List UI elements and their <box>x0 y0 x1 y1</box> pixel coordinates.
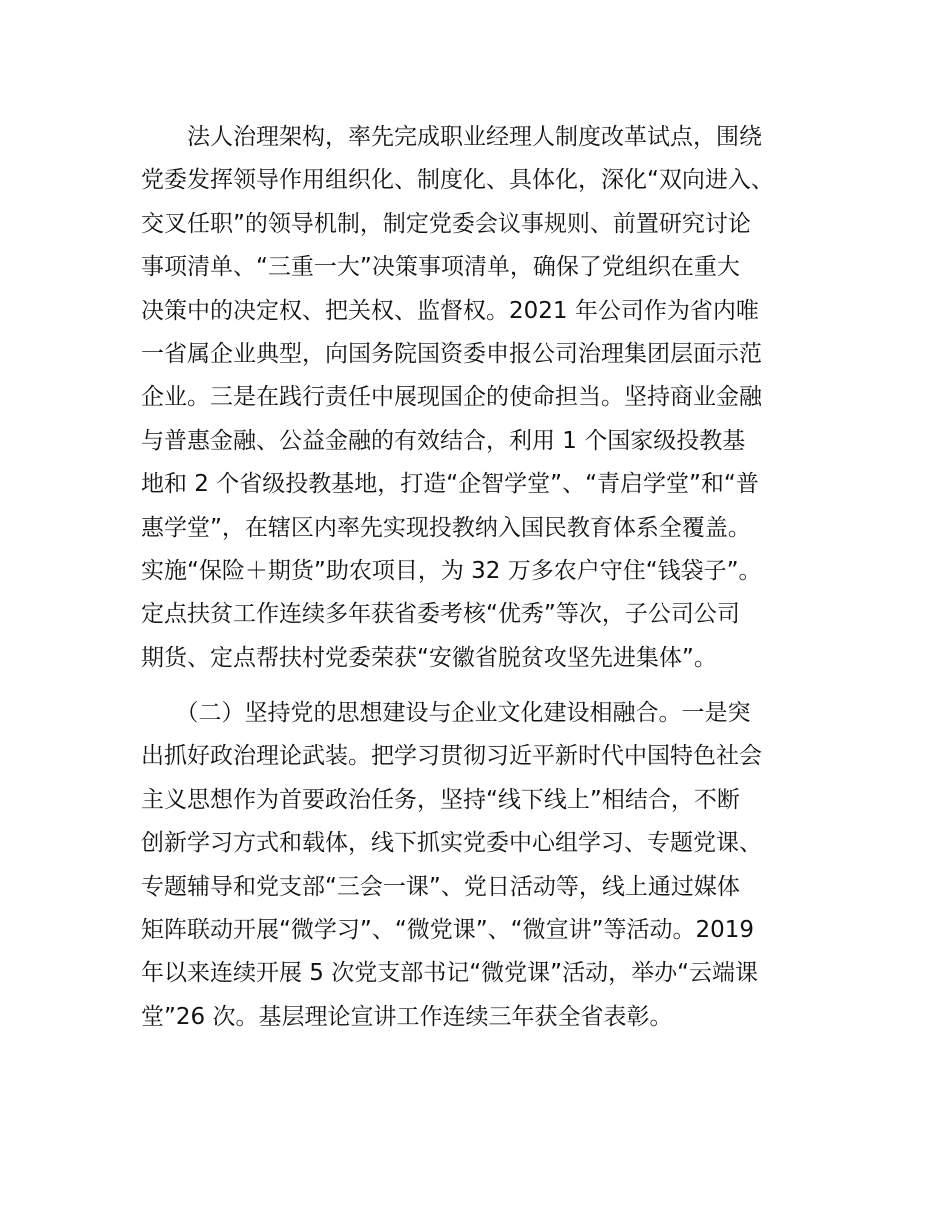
paragraph-line: 定点扶贫工作连续多年获省委考核“优秀”等次，子公司公司 <box>141 601 740 628</box>
paragraph-line: 堂”26 次。基层理论宣讲工作连续三年获全省表彰。 <box>141 1003 673 1030</box>
paragraph-line: 一省属企业典型，向国务院国资委申报公司治理集团层面示范 <box>141 340 762 367</box>
paragraph-line: 主义思想作为首要政治任务，坚持“线下线上”相结合，不断 <box>141 786 740 813</box>
paragraph-line: 实施“保险＋期货”助农项目，为 32 万多农户守住“钱袋子”。 <box>141 557 762 584</box>
paragraph-line: 党委发挥领导作用组织化、制度化、具体化，深化“双向进入、 <box>141 167 774 194</box>
paragraph-line: 创新学习方式和载体，线下抓实党委中心组学习、专题党课、 <box>141 830 762 857</box>
paragraph-line: 年以来连续开展 5 次党支部书记“微党课”活动，举办“云端课 <box>141 960 759 987</box>
paragraph-line: 惠学堂”，在辖区内率先实现投教纳入国民教育体系全覆盖。 <box>141 514 751 541</box>
paragraph-line: 期货、定点帮扶村党委荣获“安徽省脱贫攻坚先进集体”。 <box>141 644 717 671</box>
paragraph-ideology <box>141 692 821 1039</box>
paragraph-line: 交叉任职”的领导机制，制定党委会议事规则、前置研究讨论 <box>141 210 751 237</box>
paragraph-line: 出抓好政治理论武装。把学习贯彻习近平新时代中国特色社会 <box>141 743 762 770</box>
paragraph-line: 与普惠金融、公益金融的有效结合，利用 1 个国家级投教基 <box>141 427 746 454</box>
paragraph-line: 企业。三是在践行责任中展现国企的使命担当。坚持商业金融 <box>141 384 762 411</box>
paragraph-line: 法人治理架构，率先完成职业经理人制度改革试点，围绕 <box>141 124 762 150</box>
paragraph-line: 矩阵联动开展“微学习”、“微党课”、“微宣讲”等活动。2019 <box>141 916 755 943</box>
paragraph-line: 地和 2 个省级投教基地，打造“企智学堂”、“青启学堂”和“普 <box>141 471 759 498</box>
paragraph-line: 专题辅导和党支部“三会一课”、党日活动等，线上通过媒体 <box>141 873 740 900</box>
paragraph-governance <box>141 116 821 680</box>
paragraph-line: （二）坚持党的思想建设与企业文化建设相融合。一是突 <box>141 700 751 726</box>
paragraph-line: 事项清单、“三重一大”决策事项清单，确保了党组织在重大 <box>141 254 740 281</box>
paragraph-line: 决策中的决定权、把关权、监督权。2021 年公司作为省内唯 <box>141 297 759 324</box>
